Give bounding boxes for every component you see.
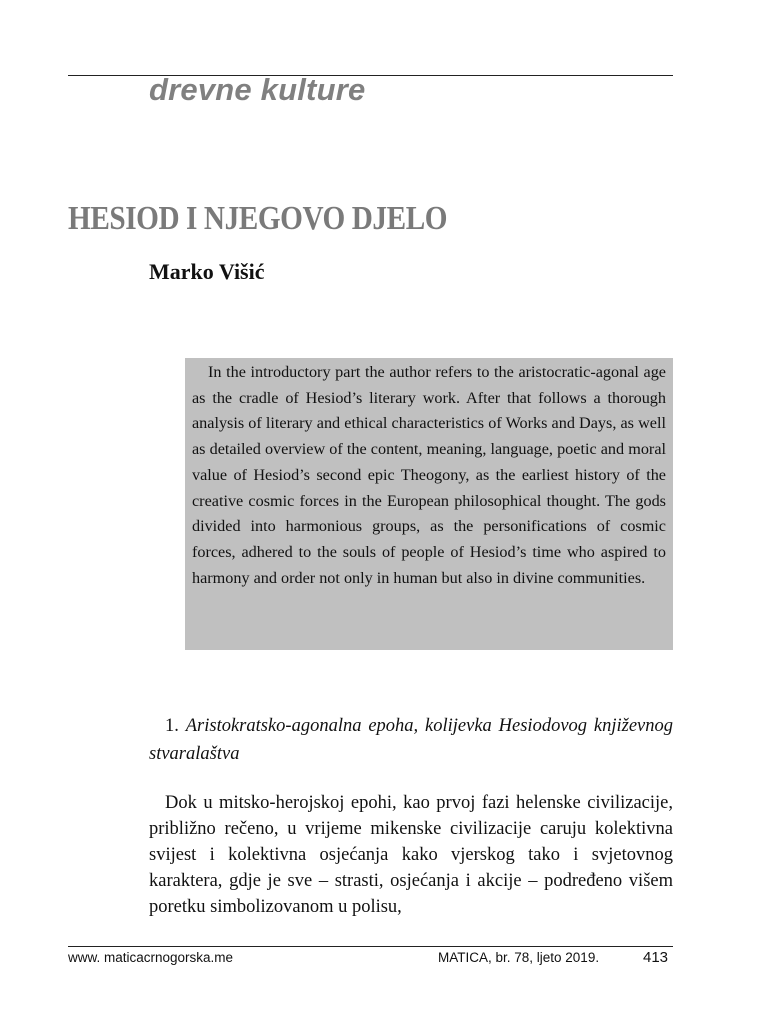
article-author: Marko Višić bbox=[149, 259, 265, 284]
section-label: drevne kulture bbox=[149, 72, 366, 107]
abstract-box bbox=[185, 358, 673, 650]
abstract-text: In the introductory part the author refers to the aristocratic-agonal age as the cradle of Hesiod’s literary work. After that follows a thorough analysis of literary and ethical characteristics of Works and Days, as well as detailed overview of the content, meaning, language, poetic and moral value of Hesiod’s second epic Theogony, as the earliest history of the creative cosmic forces in the European philosophical thought. The gods divided into harmonious groups, as the personifications of cosmic forces, adhered to the souls of people of Hesiod’s time who aspired to harmony and order not only in human but also in divine communities. bbox=[192, 363, 666, 587]
footer-rule bbox=[68, 946, 673, 947]
section-heading-text: Aristokratsko-agonalna epoha, kolijevka Hesiodovog književnog stvaralaštva bbox=[149, 716, 673, 764]
section-heading bbox=[149, 712, 673, 768]
footer-journal: MATICA, br. 78, ljeto 2019. bbox=[438, 950, 600, 965]
article-title: HESIOD I NJEGOVO DJELO bbox=[68, 200, 448, 237]
footer-website: www. maticacrnogorska.me bbox=[68, 950, 234, 965]
section-number: 1. bbox=[165, 716, 179, 736]
body-paragraph: Dok u mitsko-herojskoj epohi, kao prvoj fazi helenske civilizacije, približno rečeno, u vrijeme mikenske civilizacije caruju kolektivna svijest i kolektivna osjećanja kako vjerskog tako i svjetovnog karaktera, gdje je sve – strasti, osjećanja i akcije – podređeno višem poretku simbolizovanom u polisu, bbox=[149, 793, 673, 917]
page-number: 413 bbox=[643, 949, 669, 966]
